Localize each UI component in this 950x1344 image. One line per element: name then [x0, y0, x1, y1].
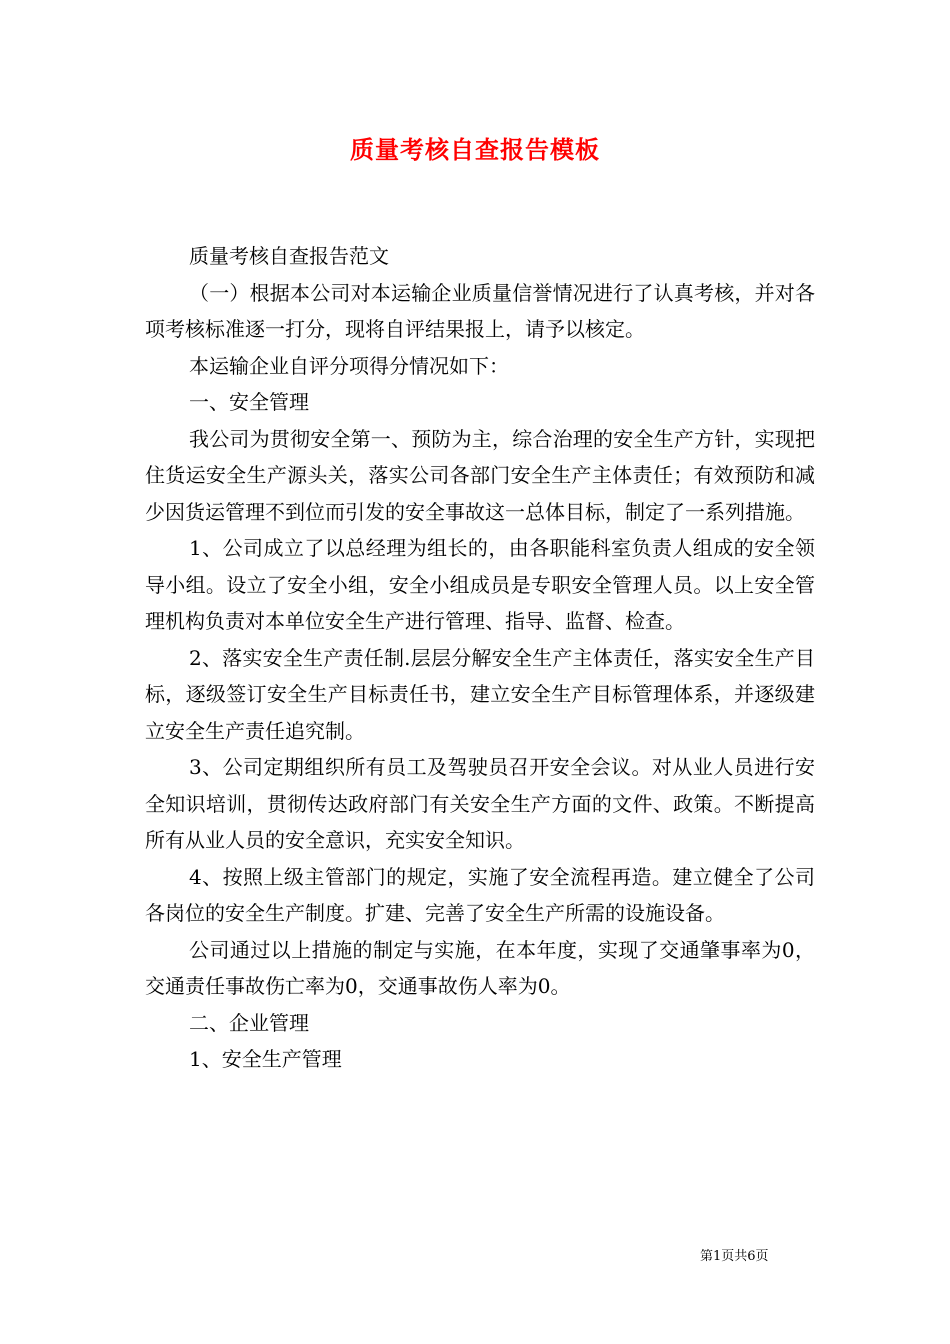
paragraph-safety-policy: 我公司为贯彻安全第一、预防为主，综合治理的安全生产方针，实现把住货运安全生产源头关，落实公司各部门安全生产主体责任；有效预防和减少因货运管理不到位而引发的安全事故这一总体目标，制定了一系列措施。 [145, 426, 815, 524]
paragraph-intro: （一）根据本公司对本运输企业质量信誉情况进行了认真考核，并对各项考核标准逐一打分，现将自评结果报上，请予以核定。 [145, 280, 815, 341]
paragraph-item-4: 4、按照上级主管部门的规定，实施了安全流程再造。建立健全了公司各岗位的安全生产制度。扩建、完善了安全生产所需的设施设备。 [145, 864, 815, 925]
paragraph-item-2: 2、落实安全生产责任制.层层分解安全生产主体责任，落实安全生产目标，逐级签订安全生产目标责任书，建立安全生产目标管理体系，并逐级建立安全生产责任追究制。 [145, 645, 815, 743]
paragraph-summary: 公司通过以上措施的制定与实施，在本年度，实现了交通肇事率为0，交通责任事故伤亡率为0，交通事故伤人率为0。 [145, 937, 815, 998]
section-heading-safety: 一、安全管理 [189, 390, 309, 414]
document-subtitle: 质量考核自查报告范文 [189, 244, 389, 268]
page-number-footer: 第1页共6页 [700, 1249, 769, 1264]
paragraph-score-intro: 本运输企业自评分项得分情况如下： [189, 353, 509, 378]
section-heading-enterprise: 二、企业管理 [189, 1010, 309, 1035]
document-body [145, 238, 815, 1078]
paragraph-item-3: 3、公司定期组织所有员工及驾驶员召开安全会议。对从业人员进行安全知识培训，贯彻传达政府部门有关安全生产方面的文件、政策。不断提高所有从业人员的安全意识，充实安全知识。 [145, 755, 815, 852]
document-title: 质量考核自查报告模板 [350, 135, 600, 164]
paragraph-item-1: 1、公司成立了以总经理为组长的，由各职能科室负责人组成的安全领导小组。设立了安全小组，安全小组成员是专职安全管理人员。以上安全管理机构负责对本单位安全生产进行管理、指导、监督、检查。 [145, 536, 815, 633]
subsection-heading-production: 1、安全生产管理 [189, 1047, 342, 1071]
